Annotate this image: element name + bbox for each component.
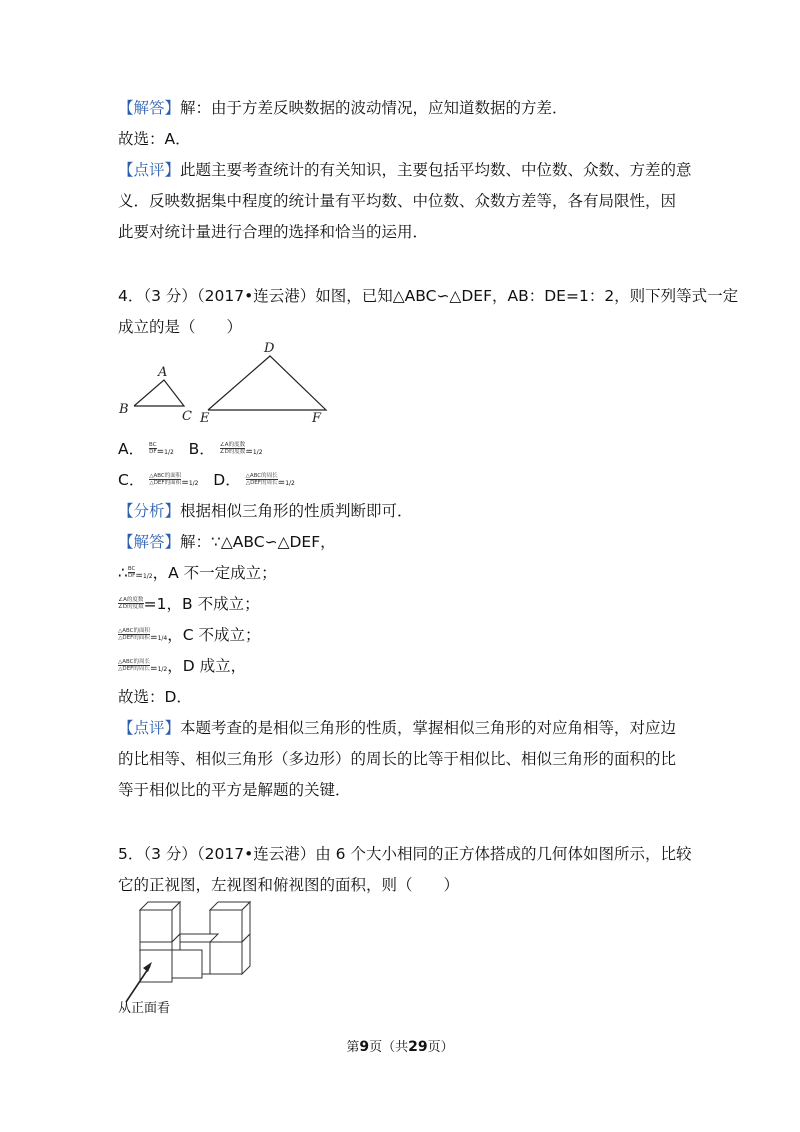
frac-value: 1/2 xyxy=(252,449,263,456)
q4-solution-step3 xyxy=(118,624,260,650)
option-a-label: A． xyxy=(118,440,145,458)
q4-analysis xyxy=(118,500,413,522)
frac-den: △DEF的面积 xyxy=(149,480,182,486)
q3-comment-line1 xyxy=(118,159,692,181)
option-d-label: D． xyxy=(213,471,241,489)
vertex-d-label: D xyxy=(264,341,275,356)
frac-num: ∠A的度数 xyxy=(118,597,144,603)
vertex-e-label: E xyxy=(200,411,210,426)
frac-num: ∠A的度数 xyxy=(219,442,246,448)
comment-tag: 【点评】 xyxy=(118,161,181,179)
q3-answer xyxy=(118,97,568,119)
frac-num: △ABC的周长 xyxy=(245,473,278,479)
vertex-f-label: F xyxy=(312,411,322,426)
frac-den: DF xyxy=(149,449,157,455)
current-page-number: 9 xyxy=(359,1039,370,1055)
q4-comment-line1 xyxy=(118,717,676,739)
analysis-text: 根据相似三角形的性质判断即可． xyxy=(180,502,413,520)
answer-text: 解：由于方差反映数据的波动情况，应知道数据的方差． xyxy=(180,99,568,117)
frac-num: BC xyxy=(127,566,136,572)
eq-sign: = xyxy=(150,633,158,643)
step4-text: ，D 成立， xyxy=(167,657,247,675)
eq-sign: = xyxy=(135,571,143,581)
vertex-c-label: C xyxy=(182,409,192,424)
option-b-fraction xyxy=(220,442,246,455)
frac-value: 1/2 xyxy=(142,573,153,580)
step2-fraction xyxy=(118,597,144,610)
vertex-b-label: B xyxy=(119,402,129,417)
total-page-count: 29 xyxy=(408,1039,428,1055)
answer-text: 解：∵△ABC∽△DEF， xyxy=(180,533,336,551)
frac-den: △DEF的面积 xyxy=(118,635,150,641)
option-b-label: B． xyxy=(188,440,215,458)
page-footer xyxy=(0,1036,800,1055)
option-c-fraction xyxy=(149,473,181,486)
comment-text: 本题考查的是相似三角形的性质，掌握相似三角形的对应角相等，对应边 xyxy=(180,719,677,737)
step3-text: ，C 不成立； xyxy=(167,626,261,644)
footer-pre: 第 xyxy=(346,1040,360,1055)
comment-tag: 【点评】 xyxy=(118,719,181,737)
step4-fraction xyxy=(118,659,150,672)
q4-stem-line1: 4．（3 分）（2017•连云港）如图，已知△ABC∽△DEF，AB：DE=1：2，则下列等式一定 xyxy=(118,287,739,305)
q4-answer xyxy=(118,531,336,553)
step1-fraction xyxy=(128,566,136,579)
frac-num: BC xyxy=(149,442,157,448)
cube-solid-figure xyxy=(118,898,268,1016)
q4-solution-step4 xyxy=(118,655,246,681)
frac-den: ∠D的度数 xyxy=(118,604,144,610)
eq-sign: = xyxy=(245,447,253,457)
eq-sign: = xyxy=(277,478,286,488)
frac-value: 1/2 xyxy=(285,480,295,487)
frac-den: △DEF的周长 xyxy=(118,666,150,672)
eq-sign: = xyxy=(181,478,189,488)
comment-text: 此题主要考查统计的有关知识，主要包括平均数、中位数、众数、方差的意 xyxy=(180,161,692,179)
eq-sign: = xyxy=(156,447,165,457)
frac-value: 1/2 xyxy=(188,480,199,487)
q5-stem-line1: 5．（3 分）（2017•连云港）由 6 个大小相同的正方体搭成的几何体如图所示，比较 xyxy=(118,845,692,863)
option-a-fraction xyxy=(149,442,157,455)
q5-stem-line2: 它的正视图，左视图和俯视图的面积，则（ ） xyxy=(118,876,460,894)
q3-comment-line3: 此要对统计量进行合理的选择和恰当的运用． xyxy=(118,223,429,241)
eq-sign: = xyxy=(150,664,158,674)
similar-triangles-figure xyxy=(116,340,336,426)
frac-value: 1/2 xyxy=(164,449,174,456)
q4-solution-step1 xyxy=(118,562,277,588)
frac-num: △ABC的面积 xyxy=(118,628,151,634)
vertex-a-label: A xyxy=(158,365,168,380)
q4-choice: 故选：D． xyxy=(118,688,192,706)
step2-text: =1，B 不成立； xyxy=(143,595,260,613)
answer-tag: 【解答】 xyxy=(118,99,181,117)
figure-caption: 从正面看 xyxy=(118,1000,171,1015)
option-d-fraction xyxy=(246,473,278,486)
q4-options-ab xyxy=(118,438,263,464)
step1-text: ，A 不一定成立； xyxy=(152,564,277,582)
q3-choice: 故选：A． xyxy=(118,130,191,148)
q4-comment-line2: 的比相等、相似三角形（多边形）的周长的比等于相似比、相似三角形的面积的比 xyxy=(118,750,677,768)
frac-num: △ABC的面积 xyxy=(149,473,182,479)
q3-comment-line2: 义．反映数据集中程度的统计量有平均数、中位数、众数方差等，各有局限性，因 xyxy=(118,192,677,210)
therefore-symbol: ∴ xyxy=(118,564,128,582)
q4-options-cd xyxy=(118,469,295,495)
frac-num: △ABC的周长 xyxy=(118,659,151,665)
analysis-tag: 【分析】 xyxy=(118,502,181,520)
frac-den: DF xyxy=(127,573,136,579)
q4-comment-line3: 等于相似比的平方是解题的关键． xyxy=(118,781,351,799)
q4-solution-step2 xyxy=(118,593,260,615)
answer-tag: 【解答】 xyxy=(118,533,181,551)
footer-post: 页） xyxy=(427,1040,454,1055)
frac-den: ∠D的度数 xyxy=(219,449,246,455)
q4-stem-line2: 成立的是（ ） xyxy=(118,318,243,336)
step3-fraction xyxy=(118,628,150,641)
option-c-label: C． xyxy=(118,471,145,489)
footer-mid: 页（共 xyxy=(369,1040,409,1055)
frac-den: △DEF的周长 xyxy=(245,480,278,486)
frac-value: 1/2 xyxy=(157,666,168,673)
frac-value: 1/4 xyxy=(157,635,168,642)
